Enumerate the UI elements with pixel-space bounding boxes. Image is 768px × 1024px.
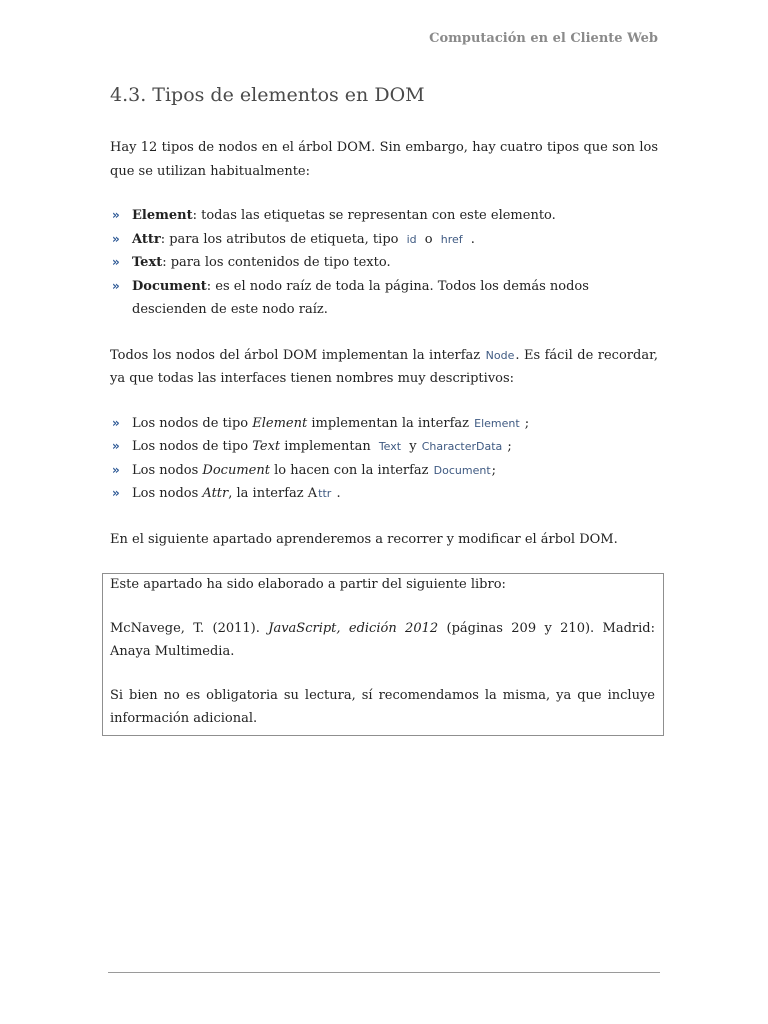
double-chevron-right-icon: » [112, 462, 120, 477]
code-inline: CharacterData [421, 440, 503, 453]
list-item: » Text: para los contenidos de tipo texto. [110, 251, 658, 275]
double-chevron-right-icon: » [112, 231, 120, 246]
intro-paragraph: Hay 12 tipos de nodos en el árbol DOM. Sin embargo, hay cuatro tipos que son los que se utilizan habitualmente: [110, 140, 658, 179]
term: Attr [132, 231, 161, 247]
interfaces-list [110, 412, 658, 506]
list-item: » Los nodos Attr, la interfaz Attr . [110, 482, 658, 506]
reference-note-box [102, 573, 664, 736]
code-inline: Text [378, 440, 402, 453]
running-header: Computación en el Cliente Web [429, 31, 658, 46]
note-intro: Este apartado ha sido elaborado a partir del siguiente libro: [110, 577, 506, 592]
code-inline: ttr [318, 487, 332, 500]
note-recommendation: Si bien no es obligatoria su lectura, sí recomendamos la misma, ya que incluye información adicional. [110, 687, 655, 726]
list-item: » Los nodos de tipo Text implementan Text y CharacterData ; [110, 435, 658, 459]
list-item: » Los nodos de tipo Element implementan la interfaz Element ; [110, 412, 658, 436]
double-chevron-right-icon: » [112, 278, 120, 293]
section-content [110, 136, 658, 551]
code-inline: href [440, 232, 463, 246]
term: Document [132, 278, 207, 294]
code-inline: id [406, 232, 417, 246]
double-chevron-right-icon: » [112, 208, 120, 222]
double-chevron-right-icon: » [112, 255, 120, 269]
code-inline: Document [433, 463, 491, 477]
list-item: » Attr: para los atributos de etiqueta, tipo id o href . [110, 228, 658, 252]
note-reference: McNavege, T. (2011). JavaScript, edición 2012 (páginas 209 y 210). Madrid: Anaya Multimedia. [110, 620, 655, 659]
list-item: » Los nodos Document lo hacen con la interfaz Document; [110, 459, 658, 483]
section-title: 4.3. Tipos de elementos en DOM [110, 84, 425, 106]
footer-divider [108, 972, 660, 973]
term: Text [132, 255, 163, 270]
double-chevron-right-icon: » [112, 486, 120, 500]
closing-paragraph: En el siguiente apartado aprenderemos a recorrer y modificar el árbol DOM. [110, 531, 618, 547]
code-inline: Node [485, 348, 515, 362]
interfaces-paragraph: Todos los nodos del árbol DOM implementan la interfaz Node. Es fácil de recordar, ya que todas las interfaces tienen nombres muy descriptivos: [110, 347, 658, 386]
list-item: » Element: todas las etiquetas se representan con este elemento. [110, 204, 658, 228]
list-item: » Document: es el nodo raíz de toda la página. Todos los demás nodos descienden de este nodo raíz. [110, 275, 658, 322]
double-chevron-right-icon: » [112, 415, 120, 430]
term: Element [132, 208, 193, 223]
node-types-list [110, 204, 658, 322]
code-inline: Element [474, 416, 520, 430]
double-chevron-right-icon: » [112, 439, 120, 453]
